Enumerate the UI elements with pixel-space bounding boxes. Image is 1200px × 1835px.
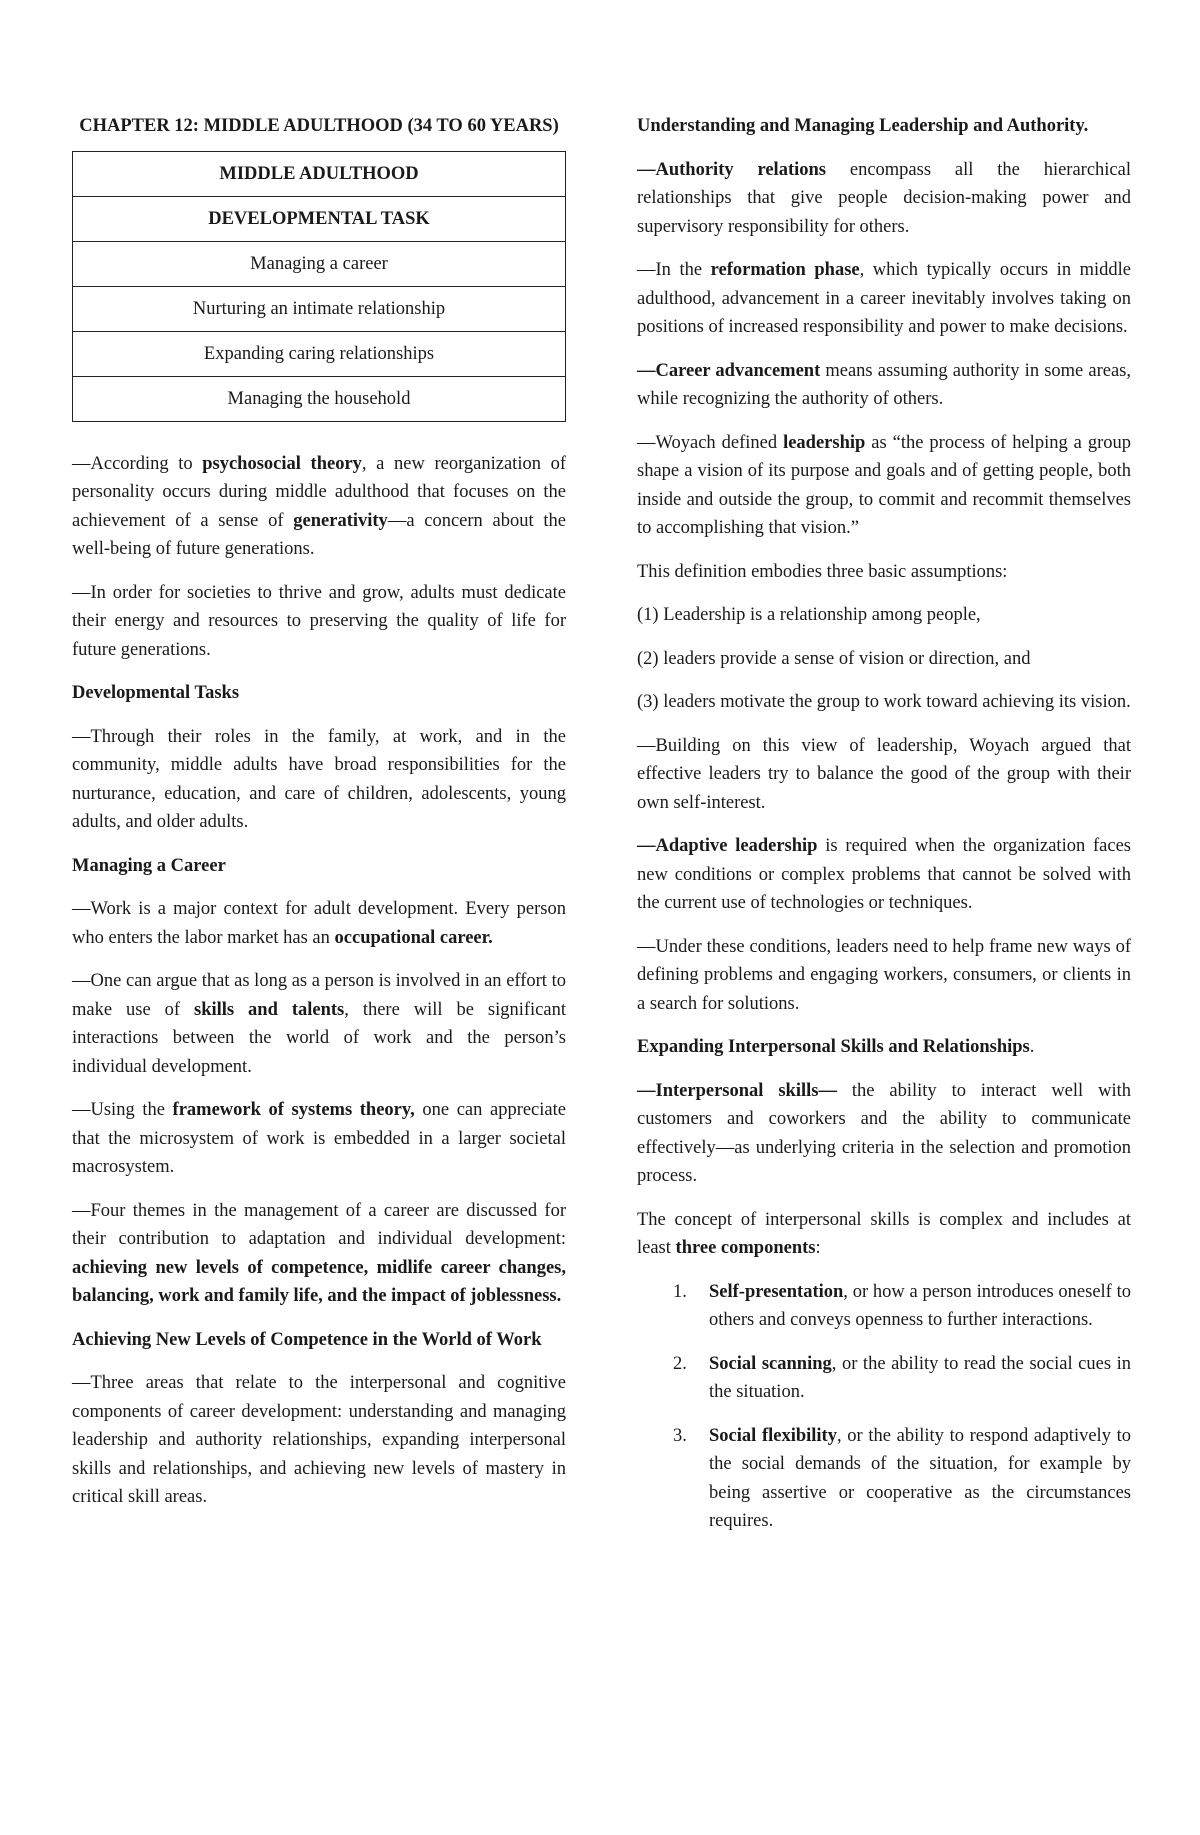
developmental-task-table [72,151,566,422]
list-item: 1. Self-presentation, or how a person introduces oneself to others and conveys openness to further interactions. [673,1281,1131,1330]
paragraph-three-components: The concept of interpersonal skills is complex and includes at least three components: [637,1209,1131,1258]
list-item: 2. Social scanning, or the ability to read the social cues in the situation. [673,1353,1131,1402]
paragraph-skills-talents: —One can argue that as long as a person is involved in an effort to make use of skills and talents, there will be significant interactions between the world of work and the person’s individual development. [72,971,566,1077]
paragraph-assumption-2: (2) leaders provide a sense of vision or direction, and [637,648,1031,669]
table-row: Expanding caring relationships [73,331,566,376]
paragraph-four-themes: —Four themes in the management of a career are discussed for their contribution to adaptation and individual development: achieving new levels of competence, midlife career changes, balancing, work and family life, and the impact of joblessness. [72,1200,566,1306]
paragraph-reformation-phase: —In the reformation phase, which typically occurs in middle adulthood, advancement in a career inevitably involves taking on positions of increased responsibility and power to make decisions. [637,260,1132,337]
paragraph-three-areas: —Three areas that relate to the interpersonal and cognitive components of career development: understanding and managing leadership and authority relationships, expanding interpersonal skills and relationships, and achieving new levels of mastery in critical skill areas. [72,1373,566,1507]
paragraph-career-advancement: —Career advancement means assuming authority in some areas, while recognizing the authority of others. [637,360,1131,409]
paragraph-authority-relations: —Authority relations encompass all the hierarchical relationships that give people decision-making power and supervisory responsibility for others. [637,159,1131,237]
heading-expanding-skills: Expanding Interpersonal Skills and Relationships. [637,1037,1035,1057]
table-header-task: DEVELOPMENTAL TASK [73,196,566,241]
paragraph-frame-new-ways: —Under these conditions, leaders need to help frame new ways of defining problems and engaging workers, consumers, or clients in a search for solutions. [637,936,1131,1014]
paragraph-balance: —Building on this view of leadership, Woyach argued that effective leaders try to balance the good of the group with their own self-interest. [637,735,1131,813]
paragraph-psychosocial: —According to psychosocial theory, a new reorganization of personality occurs during middle adulthood that focuses on the achievement of a sense of generativity—a concern about the well-being of future generations. [72,453,566,559]
left-column [72,112,566,1527]
heading-developmental-tasks: Developmental Tasks [72,683,240,703]
paragraph-assumptions-intro: This definition embodies three basic assumptions: [637,561,1008,582]
table-row: Managing a career [73,241,566,286]
paragraph-woyach-leadership: —Woyach defined leadership as “the process of helping a group shape a vision of its purpose and goals and of getting people, both inside and outside the group, to commit and recommit themselves to accomplishing that vision.” [637,432,1132,538]
table-header-stage: MIDDLE ADULTHOOD [73,151,566,196]
chapter-title: CHAPTER 12: MIDDLE ADULTHOOD (34 TO 60 YEARS) [79,116,559,136]
paragraph-roles: —Through their roles in the family, at work, and in the community, middle adults have broad responsibilities for the nurturance, education, and care of children, adolescents, young adults, and older adults. [72,726,566,832]
components-list [637,1278,1131,1536]
table-row: Managing the household [73,376,566,421]
right-column [637,112,1131,1551]
heading-achieving-competence: Achieving New Levels of Competence in the World of Work [72,1329,542,1350]
heading-managing-career: Managing a Career [72,855,226,876]
paragraph-adaptive-leadership: —Adaptive leadership is required when the organization faces new conditions or complex problems that cannot be solved with the current use of technologies or techniques. [637,836,1131,913]
paragraph-work-context: —Work is a major context for adult development. Every person who enters the labor market has an occupational career. [72,899,566,948]
paragraph-societies: —In order for societies to thrive and grow, adults must dedicate their energy and resources to preserving the quality of life for future generations. [72,582,566,660]
heading-leadership-authority: Understanding and Managing Leadership and Authority. [637,116,1089,136]
list-item: 3. Social flexibility, or the ability to respond adaptively to the social demands of the situation, for example by being assertive or cooperative as the circumstances requires. [673,1425,1131,1531]
table-row: Nurturing an intimate relationship [73,286,566,331]
paragraph-interpersonal-skills: —Interpersonal skills— the ability to interact well with customers and coworkers and the ability to communicate effectively—as underlying criteria in the selection and promotion process. [637,1080,1131,1186]
paragraph-systems-theory: —Using the framework of systems theory, one can appreciate that the microsystem of work is embedded in a larger societal macrosystem. [72,1100,566,1177]
paragraph-assumption-1: (1) Leadership is a relationship among people, [637,605,981,625]
paragraph-assumption-3: (3) leaders motivate the group to work toward achieving its vision. [637,692,1131,712]
